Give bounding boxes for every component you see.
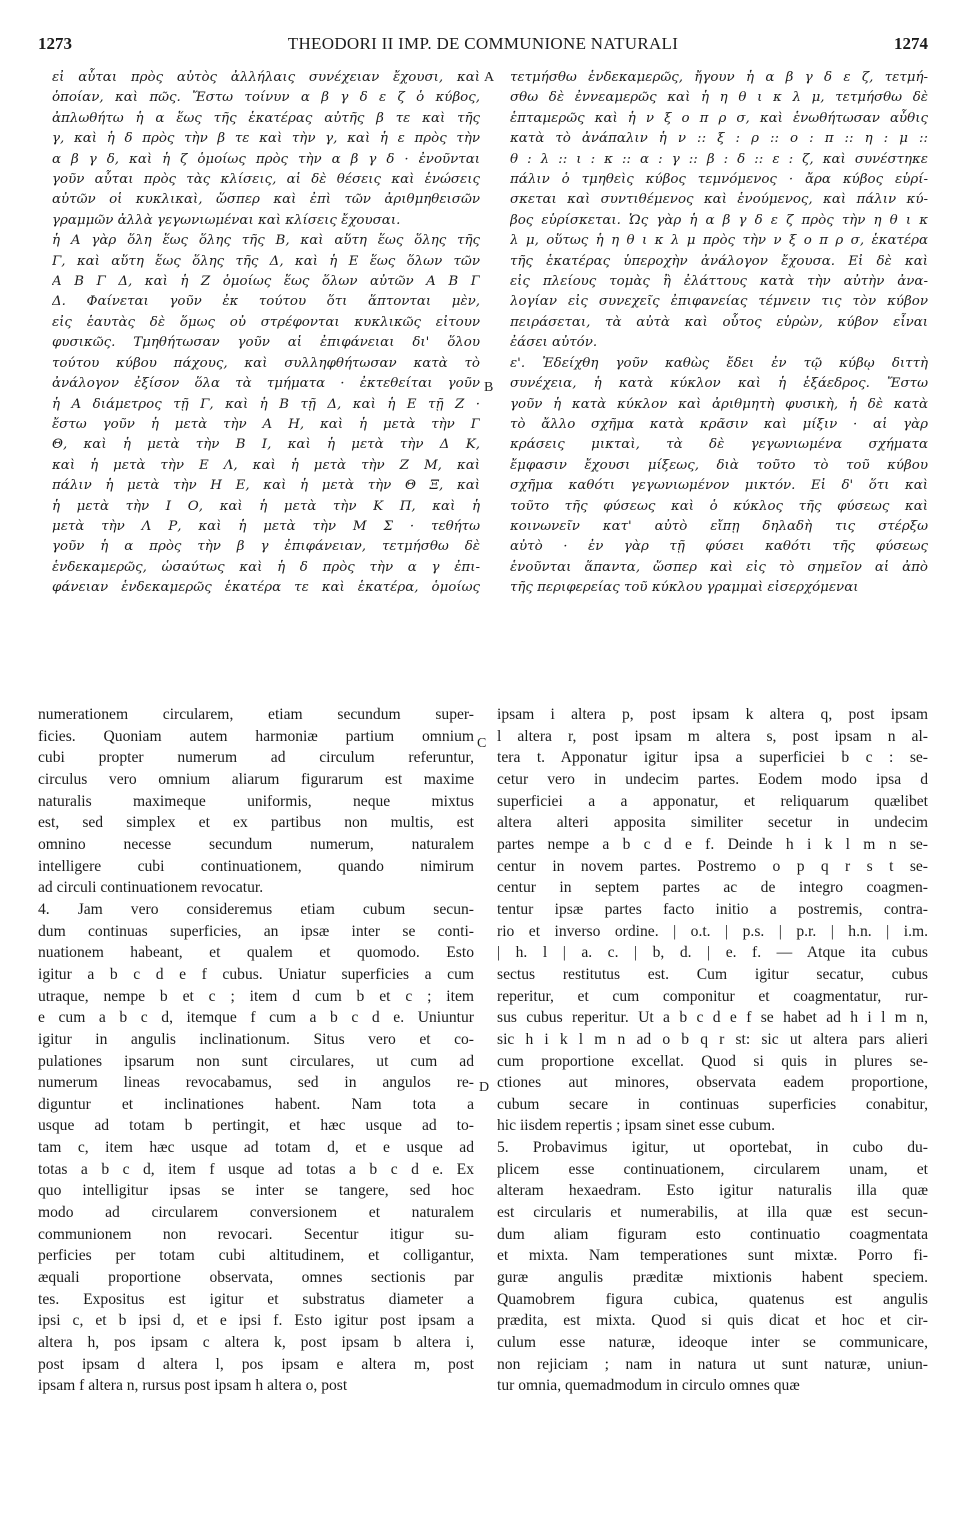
text-line: τούτου κύβου πάχους, καὶ συλληφθήτωσαν κατὰ τὸ bbox=[52, 355, 480, 371]
text-line: non rejiciam ; nam in natura ut sunt naturæ, uniun- bbox=[497, 1355, 928, 1373]
text-line: tes. Expositus est igitur et substratus diameter a bbox=[38, 1290, 474, 1308]
text-line: sus cubus reperitur. Ut a b c d e f se habet ad h i l m n, bbox=[497, 1009, 928, 1027]
text-line: ad circuli continuationem revocatur. bbox=[38, 879, 264, 897]
text-line: σκεται καὶ συντιθέμενος καὶ ἑνούμενος, καὶ πάλιν κύ- bbox=[510, 192, 928, 208]
text-line: perficies per totam cubi altitudinem, et colligantur, bbox=[38, 1247, 474, 1265]
text-line: utraque, nempe b et c ; item d cum b et c ; item bbox=[38, 987, 474, 1005]
text-line: quo intelligitur ipsas se inter se tangere, sed hoc bbox=[38, 1182, 474, 1200]
margin-marker-a: A bbox=[484, 70, 495, 85]
text-line: igitur in angulis inclinationum. Situs vero et co- bbox=[38, 1030, 474, 1048]
text-line: τετμήσθω ἑνδεκαμερῶς, ἤγουν ἡ α β γ δ ε ζ, τετμή- bbox=[510, 70, 928, 85]
text-line: κοινωνεῖν κατ' αὐτὸ εἴπῃ δηλαδὴ τις στέρξω bbox=[510, 518, 928, 534]
text-line: igitur a b c d e f cubus. Uniatur superficies a cum bbox=[38, 965, 474, 983]
text-line: ἔστω γοῦν ἡ μετὰ τὴν Α Η, καὶ ἡ μετὰ τὴν Γ bbox=[52, 416, 480, 432]
text-line: centur in septem partes ac de integro coagmen- bbox=[497, 879, 928, 897]
running-title: THEODORI II IMP. DE COMMUNIONE NATURALI bbox=[287, 34, 679, 53]
text-line: φάνειαν ἑνδεκαμερῶς ἑκατέρα τε καὶ ἑκατέρα, ὁμοίως bbox=[52, 580, 480, 596]
text-line: ὁποίαν, καὶ πῶς. Ἔστω τοίνυν α β γ δ ε ζ ὁ κύβος, bbox=[52, 90, 480, 106]
text-line: ἀνάλογον ἐξίσον ὅλα τὰ τμήματα · ἐκτεθείται γοῦν bbox=[52, 376, 480, 392]
text-line: τῆς περιφερείας τοῦ κύκλου γραμμαὶ εἰσερχόμεναι bbox=[510, 580, 859, 596]
latin-column-left bbox=[38, 704, 474, 1397]
text-line: numerum lineas revocabamus, sed in angulos re- bbox=[38, 1074, 474, 1092]
text-line: post ipsam d altera l, pos ipsam e altera m, post bbox=[38, 1355, 474, 1373]
text-line: ἑνδεκαμερῶς, ὡσαύτως καὶ ἡ δ πρὸς τὴν α γ ἐπι- bbox=[52, 559, 480, 575]
text-line: ἐάσει αὐτόν. bbox=[510, 335, 598, 351]
text-line: βος εὑρίσκεται. Ὡς γὰρ ἡ α β γ δ ε ζ πρὸς τὴν η θ ι κ bbox=[510, 212, 928, 228]
text-line: ipsam f altera n, rursus post ipsam h altera o, post bbox=[38, 1377, 348, 1395]
greek-column-right bbox=[510, 68, 928, 599]
text-line: naturalis maximeque uniformis, neque mixtus bbox=[38, 792, 474, 810]
text-line: γοῦν ἡ κατὰ κύκλον καὶ ἀριθμητὴ φυσικὴ, ἡ δὲ κατὰ bbox=[510, 396, 928, 412]
page-number-right: 1274 bbox=[894, 34, 928, 53]
text-line: πάλιν ὁ τμηθεὶς κύβος τεμνόμενος · ἄρα κύβος εὑρί- bbox=[510, 172, 928, 188]
text-line: τὸ ἄλλο σχῆμα κατὰ κρᾶσιν καὶ μίξιν · αἱ γὰρ bbox=[510, 416, 928, 432]
text-line: centur in novem partes. Postremo o p q r s t se- bbox=[497, 857, 928, 875]
margin-marker-c: C bbox=[477, 736, 487, 751]
text-line: ficies. Quoniam autem harmoniæ partium omnium bbox=[38, 727, 474, 745]
text-line: partes nempe a b c d e f. Deinde h i k l m n se- bbox=[497, 835, 928, 853]
text-line: 5. Probavimus igitur, ut oportebat, in cubo du- bbox=[497, 1139, 928, 1157]
text-line: sic h i k l m n ad o b q r st: sic ut altera pars alieri bbox=[497, 1030, 928, 1048]
text-line: et mixta. Nam temperationes sunt mixtæ. Porro fi- bbox=[497, 1247, 928, 1265]
text-line: cubum secare in continuas superficies conabitur, bbox=[497, 1095, 928, 1113]
text-line: λογίαν εἰς συνεχεῖς ἐπιφανείας τέμνειν τις τὸν κύβον bbox=[510, 294, 928, 310]
text-line: σθω δὲ ἐννεαμερῶς καὶ ἡ η θ ι κ λ μ, τετμήσθω δὲ bbox=[510, 90, 928, 106]
text-line: intelligere cubi continuationem, quando nimirum bbox=[38, 857, 474, 875]
text-line: εἰς πλείους τομὰς ἢ ἐλάττους κατὰ τὴν αὐτὴν ἀνα- bbox=[510, 274, 928, 290]
text-line: θ : λ :: ι : κ :: α : γ :: β : δ :: ε : ζ, καὶ συνέστηκε bbox=[510, 151, 928, 167]
text-line: ἡ μετὰ τὴν Ι Ο, καὶ ἡ μετὰ τὴν Κ Π, καὶ ἡ bbox=[52, 498, 480, 514]
text-line: modo ad circularem conversionem et naturalem bbox=[38, 1204, 474, 1222]
text-line: omnino necesse secundum numerum, naturalem bbox=[38, 835, 474, 853]
margin-marker-b: B bbox=[484, 380, 494, 395]
text-line: μετὰ τὴν Λ Ρ, καὶ ἡ μετὰ τὴν Μ Σ · τεθήτω bbox=[52, 518, 480, 534]
text-line: prædita, est mixta. Quod si quis dicat et hoc et cir- bbox=[497, 1312, 928, 1330]
text-line: totas a b c d, item f usque ad totas a b c d e. Ex bbox=[38, 1160, 474, 1178]
text-line: Quamobrem figura cubica, quatenus est angulis bbox=[497, 1290, 928, 1308]
text-line: ἀπλωθήτω ἡ α ἕως τῆς ἑκατέρας αὐτῆς β τε καὶ τῆς bbox=[52, 110, 480, 126]
text-line: pulationes ipsarum non sunt circulares, ut cum ad bbox=[38, 1052, 474, 1070]
greek-column-left bbox=[52, 68, 480, 599]
text-line: numerationem circularem, etiam secundum super- bbox=[38, 706, 474, 723]
text-line: ἑνοῦνται ἅπαντα, ὥσπερ καὶ εἰς τὸ σημεῖον αἱ ἀπὸ bbox=[510, 559, 928, 575]
text-line: καὶ ἡ μετὰ τὴν Ε Λ, καὶ ἡ μετὰ τὴν Ζ Μ, καὶ bbox=[52, 457, 480, 473]
text-line: γ, καὶ ἡ δ πρὸς τὴν β τε καὶ τὴν γ, καὶ ἡ ε πρὸς τὴν bbox=[52, 131, 480, 147]
text-line: ipsi c, et b ipsi d, et e ipsi f. Esto igitur post ipsam a bbox=[38, 1312, 474, 1330]
text-line: l altera r, post ipsam m altera s, post ipsam n al- bbox=[497, 727, 928, 745]
text-line: æquali proportione observata, omnes sectionis par bbox=[38, 1269, 474, 1287]
text-line: e cum a b c d, itemque f cum a b c d e. Uniuntur bbox=[38, 1009, 474, 1027]
text-line: est circularis et numerabilis, at illa quæ est secun- bbox=[497, 1204, 928, 1222]
text-line: φυσικῶς. Τμηθήτωσαν γοῦν αἱ ἐπιφάνειαι δι' ὅλου bbox=[52, 335, 480, 351]
text-line: ἑπταμερῶς καὶ ἡ ν ξ ο π ρ σ, καὶ ἑνωθήτωσαν αὖθις bbox=[510, 110, 928, 126]
text-line: guræ angulis præditæ mixtionis habent speciem. bbox=[497, 1269, 928, 1287]
text-line: cetur vero in undecim partes. Eodem modo ipsa d bbox=[497, 770, 928, 788]
text-line: tentur ipsæ partes facto initio a postremis, contra- bbox=[497, 900, 928, 918]
text-line: sectus restitutus est. Cum igitur secatur, cubus bbox=[497, 965, 928, 983]
latin-column-right bbox=[497, 704, 928, 1397]
text-line: Α Β Γ Δ, καὶ ἡ Ζ ὁμοίως ἕως ὅλων αὐτῶν Α Β Γ bbox=[52, 274, 480, 290]
text-line: σχῆμα καθότι γεγωνιωμένον μικτόν. Εἰ δ' ὅτι καὶ bbox=[510, 478, 928, 494]
text-line: ἔμφασιν ἔχουσι μίξεως, διὰ τοῦτο τὸ τοῦ κύβου bbox=[510, 457, 928, 473]
text-line: hic iisdem repertis ; ipsam sinet esse cubum. bbox=[497, 1117, 776, 1135]
text-line: cubi propter numerum ad circulum referuntur, bbox=[38, 749, 474, 767]
text-line: ipsam i altera p, post ipsam k altera q, post ipsam bbox=[497, 706, 928, 723]
text-line: nuationem habeant, et qualem et quomodo. Esto bbox=[38, 944, 474, 962]
text-line: αὐτῶν οἱ κυκλικαὶ, ὥσπερ καὶ ἐπὶ τῶν ἀριθμηθεισῶν bbox=[52, 192, 480, 208]
text-line: ε'. Ἐδείχθη γοῦν καθὼς ἔδει ἐν τῷ κύβῳ διττὴ bbox=[510, 355, 928, 371]
text-line: 4. Jam vero consideremus etiam cubum secun- bbox=[38, 900, 474, 918]
text-line: rio et inverso ordine. | o.t. | p.s. | p.r. | h.n. | i.m. bbox=[497, 922, 928, 940]
text-line: altera alteri apposita similiter secetur in undecim bbox=[497, 814, 928, 832]
text-line: α β γ δ, καὶ ἡ ζ ὁμοίως πρὸς τὴν α β γ δ · ἐνοῦνται bbox=[52, 151, 480, 167]
text-line: reperitur, et cum componitur et coagmentatur, rur- bbox=[497, 987, 928, 1005]
text-line: ἡ Α διάμετρος τῇ Γ, καὶ ἡ Β τῇ Δ, καὶ ἡ Ε τῇ Ζ · bbox=[52, 396, 480, 412]
text-line: γοῦν αὗται πρὸς τὰς κλίσεις, αἱ δὲ θέσεις καὶ ἑνώσεις bbox=[52, 172, 480, 188]
text-line: tam c, item hæc usque ad totam d, et e usque ad bbox=[38, 1139, 474, 1157]
text-line: κράσεις μικταὶ, τὰ δὲ γεγωνιωμένα σχήματα bbox=[510, 437, 928, 453]
text-line: τῆς ἑκατέρας ὑπεροχὴν ἀνάλογον ἔχουσα. Εἰ δὲ καὶ bbox=[510, 253, 928, 269]
text-line: αὐτὸ · ἐν γὰρ τῇ φύσει καθότι τῆς φύσεως bbox=[510, 539, 928, 555]
text-line: τοῦτο τῆς φύσεως καὶ ὁ κύκλος τῆς φύσεως καὶ bbox=[510, 498, 928, 514]
text-line: συνέχεια, ἡ κατὰ κύκλον καὶ ἡ ἑξάεδρος. Ἔστω bbox=[510, 376, 928, 392]
text-line: alteram hexaedram. Esto igitur naturalis illa quæ bbox=[497, 1182, 928, 1200]
running-header bbox=[38, 34, 928, 56]
text-line: superficiei a a apponatur, et reliquarum quælibet bbox=[497, 792, 928, 810]
text-line: ctiones aut minores, observata eadem proportione, bbox=[497, 1074, 928, 1092]
text-line: est, sed simplex et ex partibus non multis, est bbox=[38, 814, 474, 832]
text-line: communionem non revocari. Secentur itigur su- bbox=[38, 1225, 474, 1243]
text-line: Γ, καὶ αὕτη ἕως ὅλης τῆς Δ, καὶ ἡ Ε ἕως ὅλων τῶν bbox=[52, 253, 480, 269]
text-line: diguntur et inclinationes habent. Nam tota a bbox=[38, 1095, 474, 1113]
text-line: dum continuas superficies, an ipsæ inter se conti- bbox=[38, 922, 474, 940]
text-line: dum aliam figuram esto continuatio coagmentata bbox=[497, 1225, 928, 1243]
text-line: usque ad totam b pertingit, et hæc usque ad to- bbox=[38, 1117, 474, 1135]
text-line: πειράσεται, τὰ αὐτὰ καὶ οὗτος εὑρὼν, κύβον εἶναι bbox=[510, 314, 928, 330]
text-line: plicem esse continuationem, circularem unam, et bbox=[497, 1160, 928, 1178]
text-line: κατὰ τὸ ἀνάπαλιν ἡ ν :: ξ : ρ :: ο : π :: η : μ :: bbox=[510, 131, 928, 147]
text-line: εἰ αὗται πρὸς αὐτὸς ἀλλήλαις συνέχειαν ἔχουσι, καὶ bbox=[52, 70, 480, 85]
text-line: tur omnia, quemadmodum in circulo omnes quæ bbox=[497, 1377, 800, 1395]
margin-marker-d: D bbox=[479, 1080, 490, 1095]
text-line: Θ, καὶ ἡ μετὰ τὴν Β Ι, καὶ ἡ μετὰ τὴν Δ Κ, bbox=[52, 437, 480, 453]
text-line: Δ. Φαίνεται γοῦν ἐκ τούτου ὅτι ἅπτονται μὲν, bbox=[52, 294, 480, 310]
text-line: εἰς ἑαυτὰς δὲ ὅμως οὐ στρέφονται κυκλικῶς εἰτουν bbox=[52, 314, 480, 330]
text-line: circulus vero omnium aliarum figurarum est maxime bbox=[38, 770, 474, 788]
text-line: γραμμῶν ἀλλὰ γεγωνιωμέναι καὶ κλίσεις ἔχουσαι. bbox=[52, 212, 401, 228]
text-line: altera h, pos ipsam c altera k, post ipsam b altera i, bbox=[38, 1334, 474, 1352]
page-number-left: 1273 bbox=[38, 34, 72, 53]
text-line: γοῦν ἡ α πρὸς τὴν β γ ἐπιφάνειαν, τετμήσθω δὲ bbox=[52, 539, 480, 555]
text-line: cum proportione excellat. Quod si quis in plures se- bbox=[497, 1052, 928, 1070]
text-line: tera t. Apponatur igitur ipsa a superficiei b c : se- bbox=[497, 749, 928, 767]
text-line: culum esse naturæ, ideoque inter se communicare, bbox=[497, 1334, 928, 1352]
text-line: ἡ Α γὰρ ὅλη ἕως ὅλης τῆς Β, καὶ αὕτη ἕως ὅλης τῆς bbox=[52, 233, 480, 249]
text-line: πάλιν ἡ μετὰ τὴν Η Ε, καὶ ἡ μετὰ τὴν Θ Ξ, καὶ bbox=[52, 478, 480, 494]
text-line: | h. l | a. c. | b, d. | e. f. — Atque ita cubus bbox=[497, 944, 928, 962]
text-line: λ μ, οὕτως ἡ η θ ι κ λ μ πρὸς τὴν ν ξ ο π ρ σ, ἑκατέρα bbox=[510, 233, 928, 249]
